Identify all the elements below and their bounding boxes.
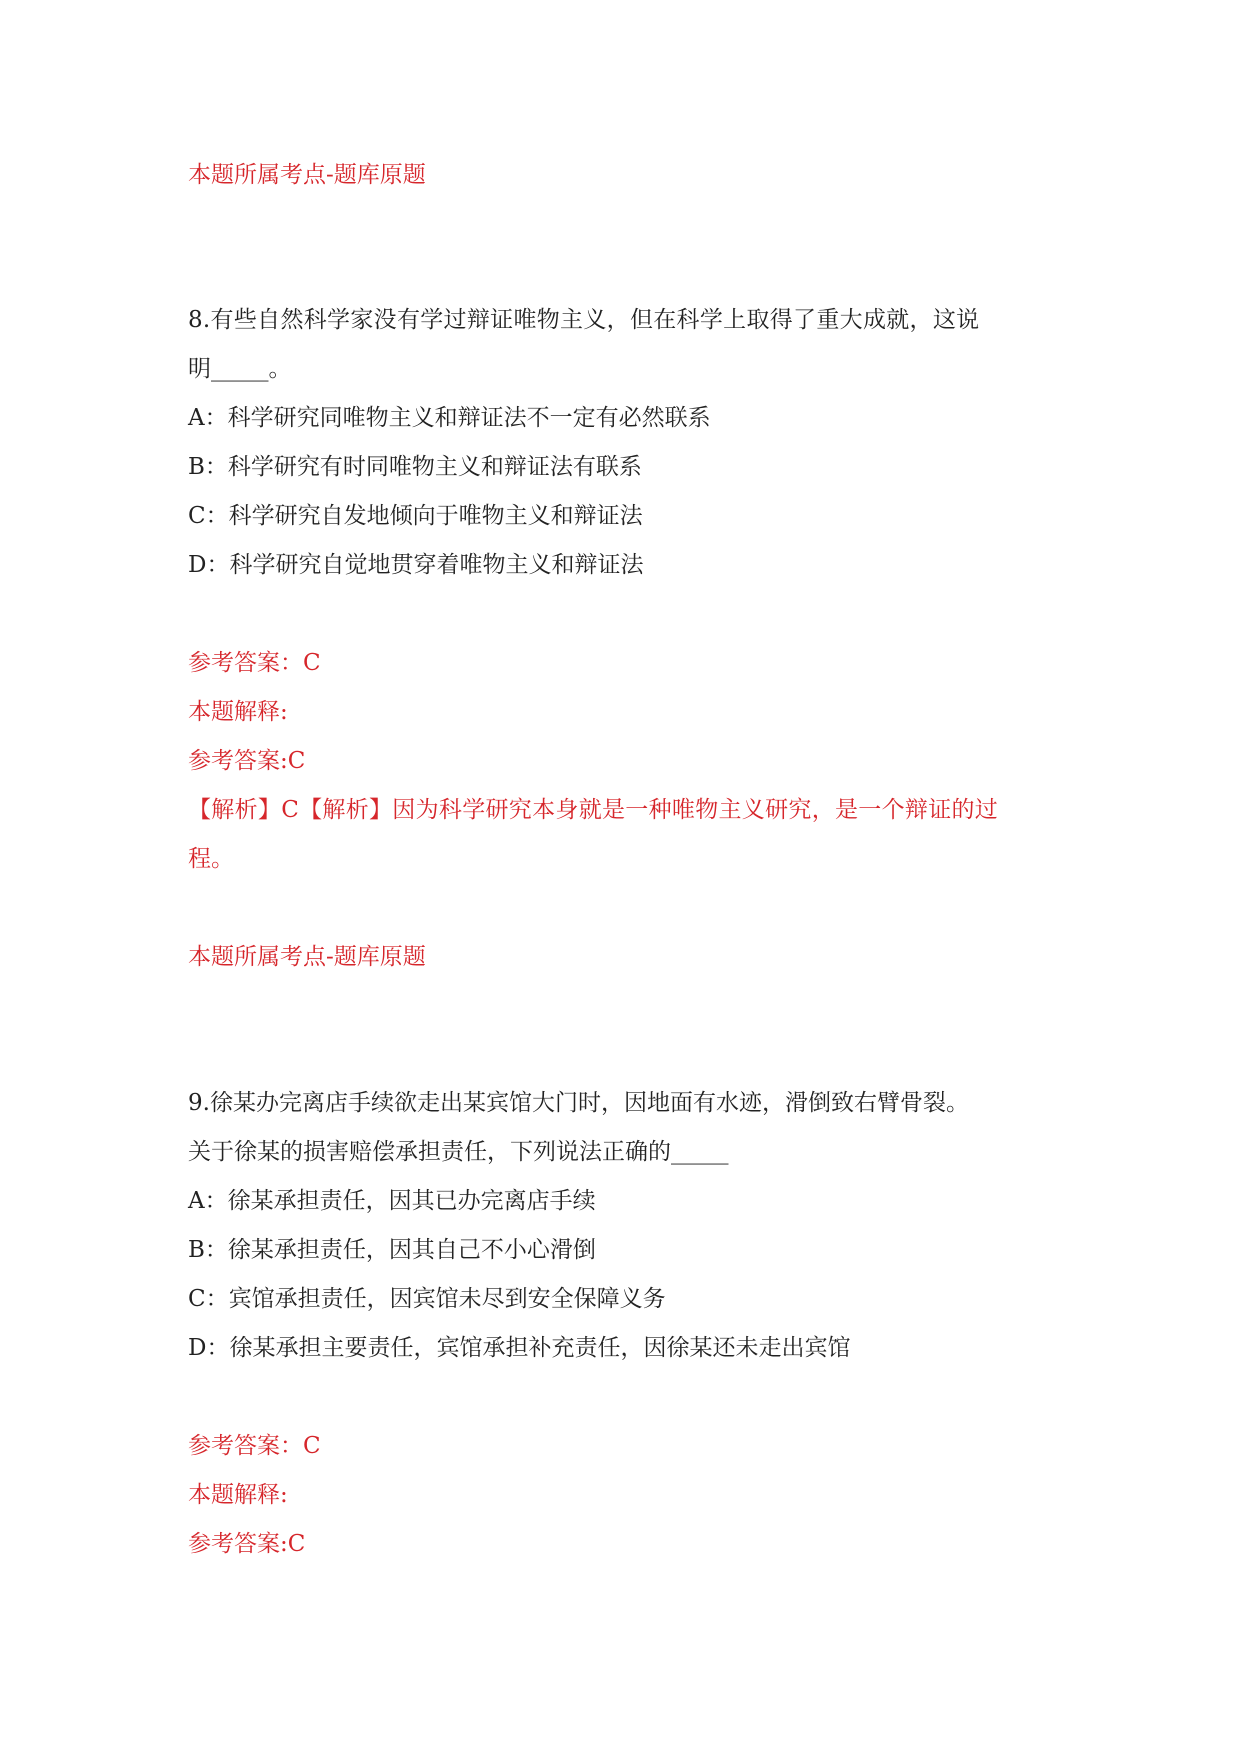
q8-stem-line1: 8.有些自然科学家没有学过辩证唯物主义，但在科学上取得了重大成就，这说 — [188, 307, 980, 333]
q9-option-d: D：徐某承担主要责任，宾馆承担补充责任，因徐某还未走出宾馆 — [188, 1335, 851, 1361]
q8-answer-repeat: 参考答案:C — [188, 748, 306, 774]
q8-analysis-line1: 【解析】C【解析】因为科学研究本身就是一种唯物主义研究，是一个辩证的过 — [188, 797, 999, 823]
q9-answer: 参考答案：C — [188, 1433, 321, 1459]
q8-option-a: A：科学研究同唯物主义和辩证法不一定有必然联系 — [188, 405, 711, 431]
q9-explain-label: 本题解释: — [188, 1482, 288, 1508]
q8-analysis-line2: 程。 — [188, 846, 234, 872]
top-topic-tag: 本题所属考点-题库原题 — [188, 162, 426, 188]
q9-stem-line1: 9.徐某办完离店手续欲走出某宾馆大门时，因地面有水迹，滑倒致右臂骨裂。 — [188, 1090, 969, 1116]
q9-answer-repeat: 参考答案:C — [188, 1531, 306, 1557]
q9-option-a: A：徐某承担责任，因其已办完离店手续 — [188, 1188, 596, 1214]
q8-topic-tag: 本题所属考点-题库原题 — [188, 944, 426, 970]
q9-stem-line2: 关于徐某的损害赔偿承担责任，下列说法正确的_____ — [188, 1139, 729, 1165]
q8-option-d: D：科学研究自觉地贯穿着唯物主义和辩证法 — [188, 552, 644, 578]
q8-option-b: B：科学研究有时同唯物主义和辩证法有联系 — [188, 454, 642, 480]
q8-answer: 参考答案：C — [188, 650, 321, 676]
q9-option-b: B：徐某承担责任，因其自己不小心滑倒 — [188, 1237, 596, 1263]
q8-option-c: C：科学研究自发地倾向于唯物主义和辩证法 — [188, 503, 643, 529]
q8-stem-line2: 明_____。 — [188, 356, 292, 382]
q9-option-c: C：宾馆承担责任，因宾馆未尽到安全保障义务 — [188, 1286, 666, 1312]
q8-explain-label: 本题解释: — [188, 699, 288, 725]
